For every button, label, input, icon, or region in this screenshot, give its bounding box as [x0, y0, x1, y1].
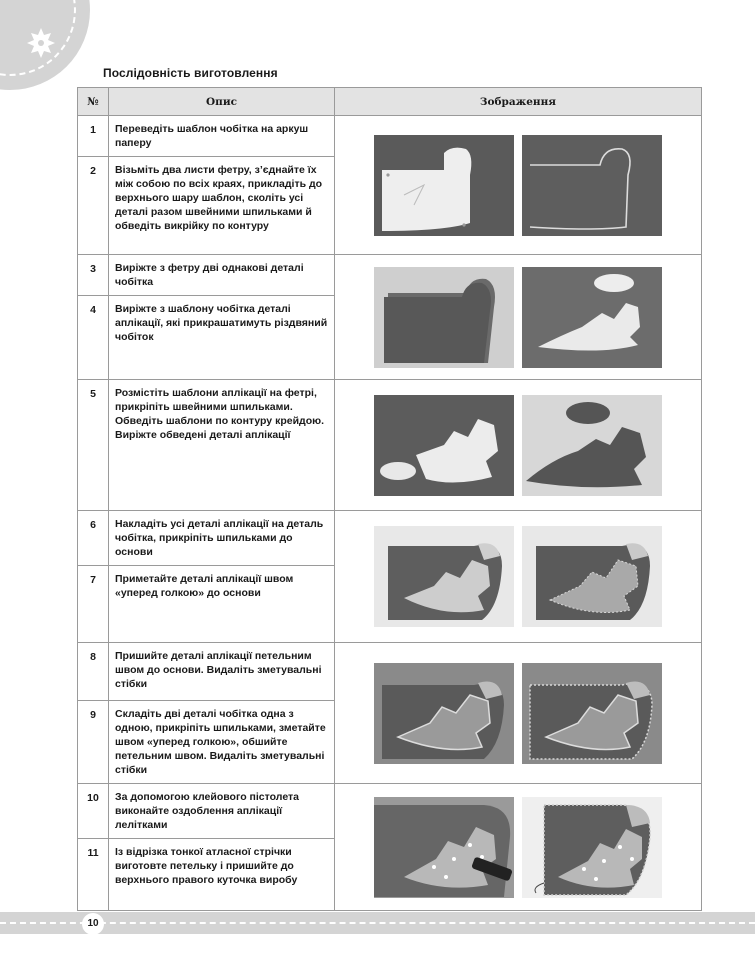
table-row	[78, 116, 702, 157]
photo-template-on-felt	[374, 135, 514, 236]
step-number: 10	[78, 784, 109, 839]
step-number: 11	[78, 839, 109, 911]
step-number: 3	[78, 255, 109, 296]
photo-felt-boot-parts	[374, 267, 514, 368]
step-text: Переведіть шаблон чобітка на аркуш паперу	[109, 116, 335, 157]
section-title: Послідовність виготовлення	[103, 66, 278, 80]
step-text: Приметайте деталі аплікації швом «уперед голкою» до основи	[109, 566, 335, 643]
snowflake-leaf-icon	[24, 26, 58, 60]
step-text: Накладіть усі деталі аплікації на деталь чобітка, прикріпіть шпильками до основи	[109, 511, 335, 566]
step-text: Пришийте деталі аплікації петельним швом до основи. Видаліть зметувальні стібки	[109, 643, 335, 701]
header-desc: Опис	[109, 88, 335, 116]
table-row	[78, 255, 702, 296]
photo-applique-pinned-on-boot	[374, 526, 514, 627]
photo-glue-gun-sequins	[374, 797, 514, 898]
header-image: Зображення	[335, 88, 702, 116]
step-images-5	[335, 380, 702, 511]
step-images-3-4	[335, 255, 702, 380]
photo-applique-basted	[522, 526, 662, 627]
table-row	[78, 643, 702, 701]
step-images-1-2	[335, 116, 702, 255]
step-text: Візьміть два листи фетру, з’єднайте їх між собою по всіх краях, прикладіть до верхнього шару шаблон, сколіть усі деталі разом швейними шпильками й обведіть викрійку по контуру	[109, 157, 335, 255]
footer-dashed-line	[0, 922, 755, 924]
step-images-8-9	[335, 643, 702, 784]
photo-boot-edges-stitched	[522, 663, 662, 764]
step-number: 4	[78, 296, 109, 380]
photo-templates-pinned-on-felt	[374, 395, 514, 496]
step-number: 2	[78, 157, 109, 255]
photo-paper-applique-templates	[522, 267, 662, 368]
step-number: 7	[78, 566, 109, 643]
step-images-10-11	[335, 784, 702, 911]
step-images-6-7	[335, 511, 702, 643]
photo-finished-stocking	[522, 797, 662, 898]
step-text: Виріжте з шаблону чобітка деталі аплікації, які прикрашатимуть різдвяний чобіток	[109, 296, 335, 380]
step-text: За допомогою клейового пістолета виконайте оздоблення аплікації лелітками	[109, 784, 335, 839]
photo-applique-stitched	[374, 663, 514, 764]
step-text: Із відрізка тонкої атласної стрічки виготовте петельку і пришийте до верхнього правого куточка виробу	[109, 839, 335, 911]
step-number: 9	[78, 701, 109, 784]
step-number: 5	[78, 380, 109, 511]
step-number: 6	[78, 511, 109, 566]
table-header-row	[78, 88, 702, 116]
step-text: Виріжте з фетру дві однакові деталі чобітка	[109, 255, 335, 296]
step-text: Розмістіть шаблони аплікації на фетрі, прикріпіть швейними шпильками. Обведіть шаблони по контуру крейдою. Виріжте обведені деталі аплікації	[109, 380, 335, 511]
step-number: 1	[78, 116, 109, 157]
step-number: 8	[78, 643, 109, 701]
photo-cut-felt-applique	[522, 395, 662, 496]
steps-table	[77, 87, 702, 911]
table-row	[78, 784, 702, 839]
step-text: Складіть дві деталі чобітка одна з одною, прикріпіть шпильками, зметайте швом «уперед голкою», обшийте петельним швом. Видаліть зметувальні стібки	[109, 701, 335, 784]
photo-traced-outline	[522, 135, 662, 236]
page-number: 10	[82, 913, 104, 935]
header-num: №	[78, 88, 109, 116]
table-row	[78, 511, 702, 566]
table-row	[78, 380, 702, 511]
